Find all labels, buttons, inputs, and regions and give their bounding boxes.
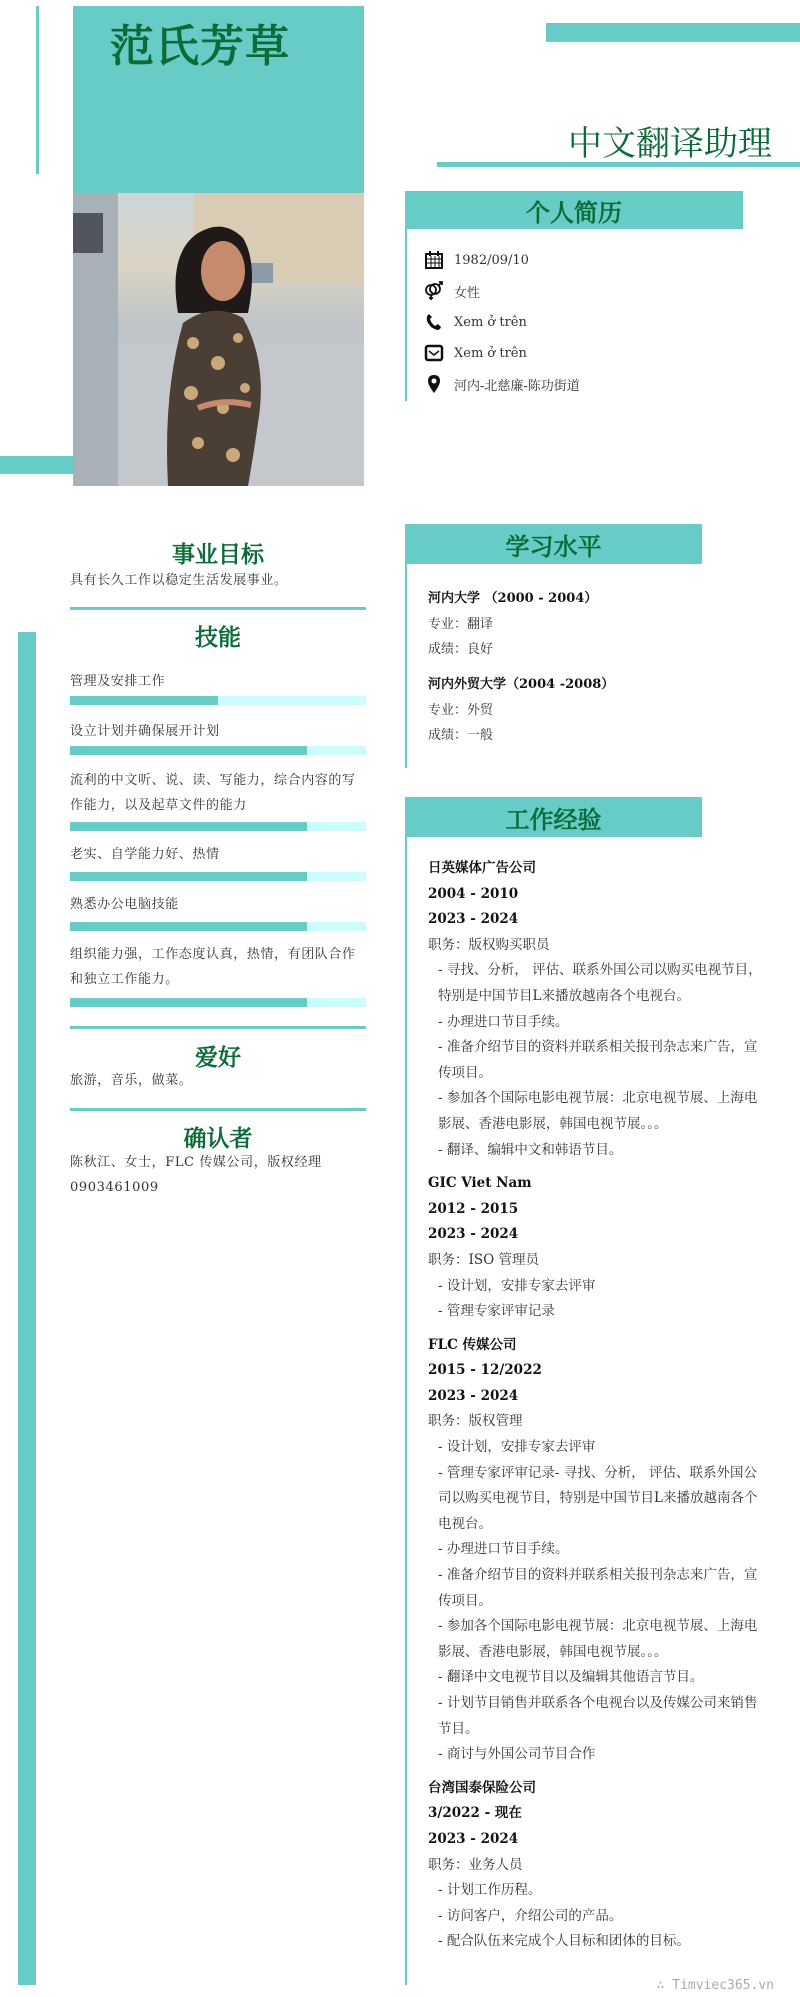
gender-icon [424,281,444,301]
phone-text: Xem ở trên [454,314,527,330]
job-period-2: 2023 - 2024 [428,911,519,928]
job-duty: - 配合队伍来完成个人目标和团体的目标。 [438,1933,690,1950]
skill-bar [70,922,366,931]
email-text: Xem ở trên [454,345,527,361]
job-duty: - 管理专家评审记录 [438,1303,555,1320]
hobbies-heading: 爱好 [195,1045,241,1071]
birthdate-text: 1982/09/10 [454,252,529,268]
skill-bar [70,872,366,881]
profile-photo-image [73,193,364,486]
skill-bar-fill [70,922,307,931]
job-duty: - 计划节目销售并联系各个电视台以及传媒公司来销售节目。 [438,1695,758,1737]
skill-label: 设立计划并确保展开计划 [70,724,220,739]
job-duty: - 翻译中文电视节目以及编辑其他语言节目。 [438,1669,704,1686]
decor-vertical-line-top [36,6,39,174]
work-section-header [405,797,702,837]
job-company: 日英媒体广告公司 [428,860,536,876]
referee-phone: 0903461009 [70,1180,159,1195]
skill-label: 组织能力强，工作态度认真，热情，有团队合作和独立工作能力。 [70,947,356,987]
referee-info: 陈秋江、女士，FLC 传媒公司，版权经理 [70,1155,322,1170]
job-period-2: 2023 - 2024 [428,1387,519,1404]
gender-text: 女性 [454,285,481,301]
skill-label: 老实、自学能力好、热情 [70,847,220,862]
watermark: ∴ Timviec365.vn [656,1978,774,1993]
info-gender [424,279,480,303]
skill-bar [70,822,366,831]
skill-bar [70,998,366,1007]
job-duty: - 寻找、分析， 评估、联系外国公司以购买电视节目，特别是中国节目L来播放越南各个电视台。 [438,962,762,1004]
education-heading: 学习水平 [505,532,602,561]
decor-bar-left [0,456,73,474]
decor-bar-left-long [18,632,36,1985]
job-company: GIC Viet Nam [428,1175,532,1192]
job-duty: - 商讨与外国公司节目合作 [438,1746,596,1763]
divider [70,607,366,610]
skill-bar [70,746,366,755]
school-grade: 成绩：良好 [428,642,494,657]
school-name: 河内外贸大学（2004 -2008） [428,677,615,692]
education-left-line [405,564,407,768]
job-duty: - 参加各个国际电影电视节展：北京电视节展、上海电影展、香港电影展，韩国电视节展。。。 [438,1090,758,1132]
profile-photo [73,193,364,486]
job-duty: - 翻译、编辑中文和韩语节目。 [438,1141,623,1158]
skill-bar-fill [70,696,218,705]
job-position: 职务：业务人员 [428,1856,523,1873]
school-grade: 成绩：一般 [428,728,494,743]
divider [70,1026,366,1029]
job-company: 台湾国泰保险公司 [428,1779,536,1796]
work-left-line [405,837,407,1985]
skill-bar-fill [70,822,307,831]
job-duty: - 办理进口节目手续。 [438,1013,569,1030]
job-duty: - 管理专家评审记录- 寻找、分析， 评估、联系外国公司以购买电视节目，特别是中国节目L来播放越南各个电视台。 [438,1464,758,1532]
address-text: 河内-北慈廉-陈功街道 [454,378,580,394]
job-company: FLC 传媒公司 [428,1336,517,1353]
job-duty: - 办理进口节目手续。 [438,1541,569,1558]
school-major: 专业：外贸 [428,703,494,718]
hobbies-text: 旅游，音乐，做菜。 [70,1073,193,1088]
referee-heading: 确认者 [183,1126,253,1152]
job-duty: - 准备介绍节目的资料并联系相关报刊杂志来广告，宣传项目。 [438,1039,758,1081]
job-entry [428,1333,768,1768]
job-position: 职务：版权购买职员 [428,936,550,953]
career-goal-heading: 事业目标 [172,542,264,568]
profile-heading: 个人简历 [526,198,622,227]
job-duty: - 设计划，安排专家去评审 [438,1439,596,1456]
job-duty: - 设计划，安排专家去评审 [438,1277,596,1294]
info-phone [424,310,527,334]
work-heading: 工作经验 [505,805,602,834]
job-period: 2015 - 12/2022 [428,1362,542,1379]
skill-label: 管理及安排工作 [70,674,166,689]
skills-heading: 技能 [195,625,241,651]
job-entry [428,856,768,1163]
job-position: 职务：版权管理 [428,1413,523,1430]
job-duty: - 访问客户，介绍公司的产品。 [438,1907,623,1924]
school-name: 河内大学 （2000 - 2004） [428,591,598,606]
career-goal-text: 具有长久工作以稳定生活发展事业。 [70,573,288,588]
profile-section-header [405,191,743,229]
profile-left-line [405,229,407,401]
skill-bar-fill [70,746,307,755]
email-icon [424,343,444,363]
info-birthdate [424,248,529,272]
job-title: 中文翻译助理 [568,124,772,164]
skill-label: 熟悉办公电脑技能 [70,897,179,912]
candidate-name: 范氏芳草 [110,21,290,72]
job-entry [428,1171,768,1325]
school-major: 专业：翻译 [428,617,494,632]
job-duty: - 参加各个国际电影电视节展：北京电视节展、上海电影展、香港电影展，韩国电视节展。。。 [438,1618,758,1660]
calendar-icon [424,250,444,270]
job-period: 3/2022 - 现在 [428,1805,522,1822]
job-period-2: 2023 - 2024 [428,1226,519,1243]
work-list [428,856,768,1963]
job-period: 2012 - 2015 [428,1200,519,1217]
skill-label: 流利的中文听、说、读、写能力，综合内容的写作能力，以及起草文件的能力 [70,773,356,813]
education-section-header [405,524,702,564]
skill-bar-fill [70,872,307,881]
skill-bar [70,696,366,705]
info-email [424,341,527,365]
job-duty: - 准备介绍节目的资料并联系相关报刊杂志来广告，宣传项目。 [438,1567,758,1609]
decor-bar-top-right [546,23,800,42]
info-address [424,372,580,396]
job-duty: - 计划工作历程。 [438,1882,542,1899]
divider [70,1108,366,1111]
skill-bar-fill [70,998,307,1007]
job-position: 职务：ISO 管理员 [428,1251,539,1268]
phone-icon [424,312,444,332]
job-entry [428,1776,768,1955]
job-period-2: 2023 - 2024 [428,1830,519,1847]
job-period: 2004 - 2010 [428,885,519,902]
location-pin-icon [424,374,444,394]
